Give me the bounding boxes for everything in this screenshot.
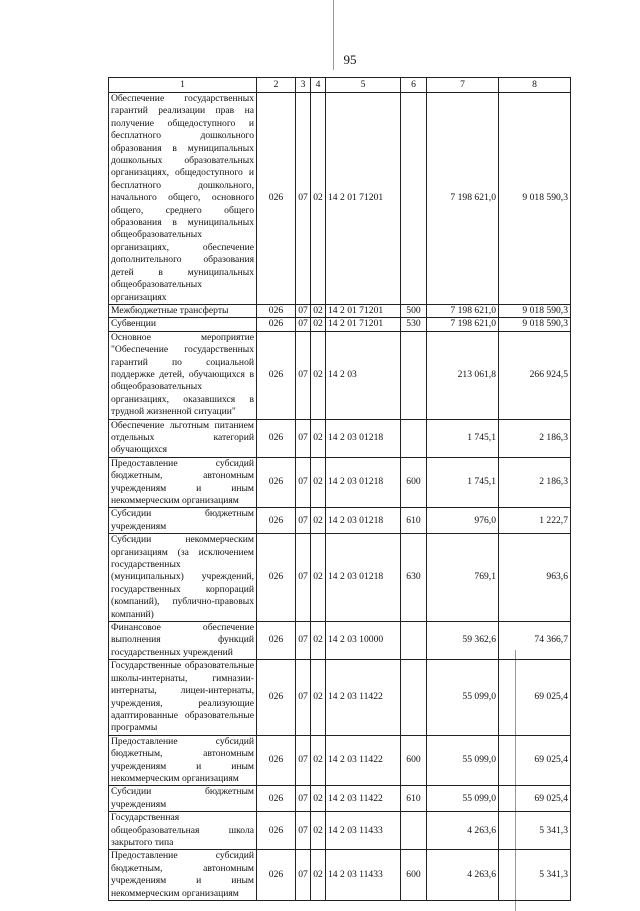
row-name: Субсидии бюджетным учреждениям <box>109 508 257 534</box>
header-row <box>109 78 571 93</box>
section-code: 07 <box>296 419 311 457</box>
section-code: 07 <box>296 331 311 419</box>
amount-year-1: 213 061,8 <box>427 331 499 419</box>
amount-year-2: 2 186,3 <box>499 457 571 508</box>
amount-year-1: 59 362,6 <box>427 622 499 660</box>
admin-code: 026 <box>257 812 296 850</box>
target-article-code: 14 2 03 01218 <box>326 419 401 457</box>
amount-year-2: 2 186,3 <box>499 419 571 457</box>
admin-code: 026 <box>257 93 296 305</box>
subsection-code: 02 <box>311 508 326 534</box>
admin-code: 026 <box>257 331 296 419</box>
amount-year-2: 1 222,7 <box>499 508 571 534</box>
table-row <box>109 419 571 457</box>
row-name: Финансовое обеспечение выполнения функций государственных учреждений <box>109 622 257 660</box>
amount-year-2: 5 341,3 <box>499 850 571 901</box>
expense-type-code: 610 <box>401 508 427 534</box>
target-article-code: 14 2 03 11433 <box>326 850 401 901</box>
subsection-code: 02 <box>311 457 326 508</box>
section-code: 07 <box>296 735 311 786</box>
amount-year-1: 7 198 621,0 <box>427 318 499 331</box>
subsection-code: 02 <box>311 331 326 419</box>
section-code: 07 <box>296 534 311 622</box>
expense-type-code: 610 <box>401 786 427 812</box>
subsection-code: 02 <box>311 622 326 660</box>
section-code: 07 <box>296 622 311 660</box>
amount-year-2: 5 341,3 <box>499 812 571 850</box>
amount-year-2: 69 025,4 <box>499 660 571 735</box>
section-code: 07 <box>296 93 311 305</box>
column-header: 4 <box>311 78 326 93</box>
expense-type-code: 500 <box>401 304 427 317</box>
column-header: 1 <box>109 78 257 93</box>
table-row <box>109 534 571 622</box>
row-name: Государственная общеобразовательная школа закрытого типа <box>109 812 257 850</box>
table-row <box>109 786 571 812</box>
budget-table <box>108 77 571 901</box>
subsection-code: 02 <box>311 419 326 457</box>
amount-year-2: 963,6 <box>499 534 571 622</box>
row-name: Предоставление субсидий бюджетным, автономным учреждениям и иным некоммерческим организациям <box>109 457 257 508</box>
amount-year-2: 266 924,5 <box>499 331 571 419</box>
section-code: 07 <box>296 304 311 317</box>
column-header: 3 <box>296 78 311 93</box>
admin-code: 026 <box>257 786 296 812</box>
target-article-code: 14 2 03 <box>326 331 401 419</box>
row-name: Субвенции <box>109 318 257 331</box>
expense-type-code: 600 <box>401 457 427 508</box>
expense-type-code <box>401 812 427 850</box>
row-name: Предоставление субсидий бюджетным, автономным учреждениям и иным некоммерческим организациям <box>109 735 257 786</box>
amount-year-2: 9 018 590,3 <box>499 318 571 331</box>
scan-fold-line <box>333 0 334 70</box>
amount-year-2: 9 018 590,3 <box>499 93 571 305</box>
expense-type-code: 600 <box>401 850 427 901</box>
amount-year-2: 9 018 590,3 <box>499 304 571 317</box>
table-row <box>109 457 571 508</box>
expense-type-code <box>401 331 427 419</box>
column-header: 7 <box>427 78 499 93</box>
section-code: 07 <box>296 318 311 331</box>
admin-code: 026 <box>257 457 296 508</box>
target-article-code: 14 2 03 01218 <box>326 508 401 534</box>
target-article-code: 14 2 03 11422 <box>326 660 401 735</box>
section-code: 07 <box>296 660 311 735</box>
row-name: Обеспечение льготным питанием отдельных категорий обучающихся <box>109 419 257 457</box>
subsection-code: 02 <box>311 534 326 622</box>
expense-type-code <box>401 419 427 457</box>
amount-year-1: 7 198 621,0 <box>427 93 499 305</box>
admin-code: 026 <box>257 850 296 901</box>
target-article-code: 14 2 03 11422 <box>326 735 401 786</box>
amount-year-1: 55 099,0 <box>427 660 499 735</box>
target-article-code: 14 2 01 71201 <box>326 93 401 305</box>
amount-year-1: 55 099,0 <box>427 786 499 812</box>
amount-year-1: 4 263,6 <box>427 850 499 901</box>
subsection-code: 02 <box>311 786 326 812</box>
subsection-code: 02 <box>311 93 326 305</box>
column-header: 6 <box>401 78 427 93</box>
subsection-code: 02 <box>311 660 326 735</box>
row-name: Обеспечение государственных гарантий реализации прав на получение общедоступного и бесплатного дошкольного образования в муниципальных дошкольных образовательных организациях, общедоступного и бесплатного дошкольного, начального общего, основного общего, среднего общего образования в муниципальных общеобразовательных организациях, обеспечение дополнительного образования детей в муниципальных общеобразовательных организациях <box>109 93 257 305</box>
target-article-code: 14 2 01 71201 <box>326 304 401 317</box>
amount-year-1: 55 099,0 <box>427 735 499 786</box>
amount-year-1: 4 263,6 <box>427 812 499 850</box>
admin-code: 026 <box>257 622 296 660</box>
table-row <box>109 508 571 534</box>
target-article-code: 14 2 03 11433 <box>326 812 401 850</box>
column-header: 8 <box>499 78 571 93</box>
amount-year-2: 69 025,4 <box>499 786 571 812</box>
expense-type-code <box>401 93 427 305</box>
admin-code: 026 <box>257 318 296 331</box>
table-row <box>109 812 571 850</box>
admin-code: 026 <box>257 735 296 786</box>
section-code: 07 <box>296 457 311 508</box>
amount-year-2: 69 025,4 <box>499 735 571 786</box>
table-row <box>109 304 571 317</box>
row-name: Основное мероприятие "Обеспечение государственных гарантий по социальной поддержке детей, обучающихся в общеобразовательных организациях, оказавшихся в трудной жизненной ситуации" <box>109 331 257 419</box>
row-name: Субсидии бюджетным учреждениям <box>109 786 257 812</box>
expense-type-code: 630 <box>401 534 427 622</box>
table-row <box>109 850 571 901</box>
section-code: 07 <box>296 812 311 850</box>
section-code: 07 <box>296 508 311 534</box>
target-article-code: 14 2 03 01218 <box>326 457 401 508</box>
subsection-code: 02 <box>311 304 326 317</box>
row-name: Предоставление субсидий бюджетным, автономным учреждениям и иным некоммерческим организациям <box>109 850 257 901</box>
expense-type-code <box>401 660 427 735</box>
subsection-code: 02 <box>311 812 326 850</box>
row-name: Субсидии некоммерческим организациям (за исключением государственных (муниципальных) учреждений, государственных корпораций (компаний), публично-правовых компаний) <box>109 534 257 622</box>
section-code: 07 <box>296 786 311 812</box>
page-number: 95 <box>343 52 357 67</box>
target-article-code: 14 2 01 71201 <box>326 318 401 331</box>
row-name: Государственные образовательные школы-интернаты, гимназии-интернаты, лицеи-интернаты, учреждения, реализующие адаптированные образовательные программы <box>109 660 257 735</box>
amount-year-1: 7 198 621,0 <box>427 304 499 317</box>
expense-type-code <box>401 622 427 660</box>
admin-code: 026 <box>257 508 296 534</box>
amount-year-1: 976,0 <box>427 508 499 534</box>
table-row <box>109 318 571 331</box>
expense-type-code: 600 <box>401 735 427 786</box>
expense-type-code: 530 <box>401 318 427 331</box>
table-row <box>109 660 571 735</box>
target-article-code: 14 2 03 10000 <box>326 622 401 660</box>
admin-code: 026 <box>257 419 296 457</box>
target-article-code: 14 2 03 01218 <box>326 534 401 622</box>
column-header: 2 <box>257 78 296 93</box>
amount-year-1: 769,1 <box>427 534 499 622</box>
amount-year-1: 1 745,1 <box>427 457 499 508</box>
row-name: Межбюджетные трансферты <box>109 304 257 317</box>
admin-code: 026 <box>257 660 296 735</box>
subsection-code: 02 <box>311 850 326 901</box>
admin-code: 026 <box>257 304 296 317</box>
target-article-code: 14 2 03 11422 <box>326 786 401 812</box>
amount-year-2: 74 366,7 <box>499 622 571 660</box>
admin-code: 026 <box>257 534 296 622</box>
table-row <box>109 331 571 419</box>
table-row <box>109 93 571 305</box>
subsection-code: 02 <box>311 735 326 786</box>
column-header: 5 <box>326 78 401 93</box>
table-row <box>109 622 571 660</box>
table-row <box>109 735 571 786</box>
section-code: 07 <box>296 850 311 901</box>
amount-year-1: 1 745,1 <box>427 419 499 457</box>
subsection-code: 02 <box>311 318 326 331</box>
